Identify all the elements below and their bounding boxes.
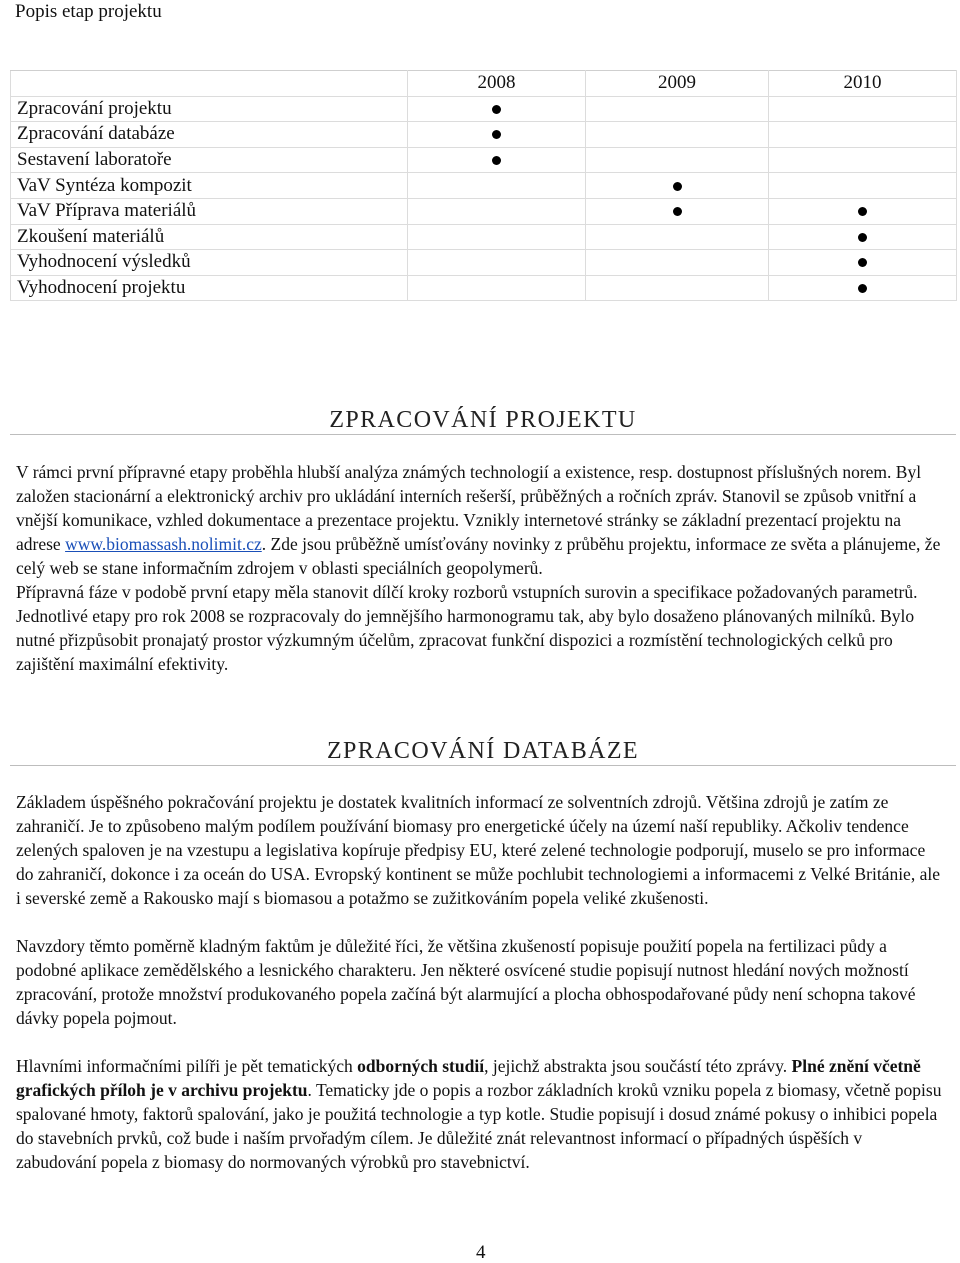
schedule-cell [408, 122, 586, 148]
paragraph-text: . Zde jsou průběžně umísťovány novinky z průběhu projektu, informace ze světa a plánujeme, že celý web se stane informačním zdrojem v oblasti speciálních geopolymerů. [16, 534, 941, 578]
paragraph-text: , jejichž abstrakta jsou součástí této zprávy. [484, 1056, 792, 1076]
schedule-cell [769, 224, 957, 250]
schedule-row [11, 224, 957, 250]
bold-text: Plné znění včetně grafických příloh je v archivu projektu [16, 1056, 921, 1100]
schedule-row-label: Vyhodnocení projektu [11, 275, 408, 301]
schedule-cell [586, 275, 769, 301]
schedule-row [11, 122, 957, 148]
bullet-dot-icon [673, 207, 682, 216]
year-header: 2008 [408, 71, 586, 97]
bullet-dot-icon [858, 207, 867, 216]
bullet-dot-icon [858, 233, 867, 242]
schedule-cell [769, 122, 957, 148]
bullet-dot-icon [492, 156, 501, 165]
schedule-header-row [11, 71, 957, 97]
schedule-cell [408, 275, 586, 301]
schedule-cell [769, 198, 957, 224]
website-link[interactable]: www.biomassash.nolimit.cz [65, 534, 262, 554]
year-header: 2010 [769, 71, 957, 97]
schedule-cell [769, 250, 957, 276]
schedule-row [11, 275, 957, 301]
schedule-cell [769, 173, 957, 199]
schedule-row-label: Zpracování databáze [11, 122, 408, 148]
section-body-projekt [16, 460, 944, 676]
schedule-cell [408, 173, 586, 199]
year-header: 2009 [586, 71, 769, 97]
schedule-cell [586, 147, 769, 173]
schedule-cell [769, 96, 957, 122]
bold-text: odborných studií [357, 1056, 485, 1076]
bullet-dot-icon [858, 284, 867, 293]
page-number: 4 [476, 1242, 486, 1263]
paragraph: Přípravná fáze v podobě první etapy měla stanovit dílčí kroky rozborů vstupních surovin a specifikace požadovaných parametrů. Jednotlivé etapy pro rok 2008 se rozpracovaly do jemnějšího harmonogramu tak, aby bylo dosaženo plánovaných milníků. Bylo nutné přizpůsobit pronajatý prostor výzkumným účelům, zpracovat funkční dispozici a rozmístění technologických celků pro zajištění maximální efektivity. [16, 582, 918, 674]
schedule-row [11, 198, 957, 224]
schedule-cell [586, 224, 769, 250]
schedule-cell [769, 275, 957, 301]
paragraph [16, 1054, 944, 1174]
schedule-row-label: VaV Syntéza kompozit [11, 173, 408, 199]
schedule-cell [408, 96, 586, 122]
section-heading-databaze: ZPRACOVÁNÍ DATABÁZE [10, 738, 956, 766]
schedule-row-label: VaV Příprava materiálů [11, 198, 408, 224]
page-title: Popis etap projektu [15, 1, 162, 22]
schedule-row [11, 250, 957, 276]
bullet-dot-icon [492, 130, 501, 139]
paragraph-text: . Tematicky jde o popis a rozbor základních kroků vzniku popela z biomasy, včetně popisu spalované hmoty, faktorů spalování, jako je použitá technologie a typ kotle. Studie popisují i dosud známé pokusy o inhibici popela do stavebních prvků, což bude i naším prvořadým cílem. Je důležité znát relevantnost informací o případných úspěších v zabudování popela z biomasy do normovaných výrobků pro stavebnictví. [16, 1080, 942, 1172]
schedule-row-label: Vyhodnocení výsledků [11, 250, 408, 276]
paragraph-text: V rámci první přípravné etapy proběhla hlubší analýza známých technologií a existence, resp. dostupnost příslušných norem. Byl založen stacionární a elektronický archiv pro ukládání interních rešerší, průběžných a ročních zpráv. Stanovil se způsob vnitřní a vnější komunikace, vzhled dokumentace a prezentace projektu. Vznikly internetové stránky se základní prezentací projektu na adrese [16, 462, 922, 554]
schedule-cell [408, 198, 586, 224]
schedule-cell [586, 198, 769, 224]
schedule-cell [586, 250, 769, 276]
paragraph: Základem úspěšného pokračování projektu je dostatek kvalitních informací ze solventních zdrojů. Většina zdrojů je zatím ze zahraničí. Je to způsobeno malým podílem používání biomasy pro energetické účely na území naší republiky. Ačkoliv tendence zelených spaloven je na vzestupu a legislativa kopíruje předpisy EU, které zelené technologie podporují, muselo se pro informace do zahraničí, dokonce i za oceán do USA. Evropský kontinent se může pochlubit technologiemi a informacemi z Velké Británie, ale i severské země a Rakousko mají s biomasou a potažmo se zužitkováním popela veliké zkušenosti. [16, 792, 940, 908]
bullet-dot-icon [492, 105, 501, 114]
schedule-cell [408, 250, 586, 276]
bullet-dot-icon [673, 182, 682, 191]
schedule-cell [586, 173, 769, 199]
schedule-cell [408, 147, 586, 173]
section-body-databaze [16, 790, 944, 1174]
paragraph [16, 460, 944, 580]
schedule-row [11, 147, 957, 173]
schedule-table [10, 70, 957, 301]
schedule-row-label: Zpracování projektu [11, 96, 408, 122]
schedule-cell [586, 122, 769, 148]
schedule-cell [769, 147, 957, 173]
schedule-row [11, 173, 957, 199]
section-heading-projekt: ZPRACOVÁNÍ PROJEKTU [10, 407, 956, 435]
schedule-row [11, 96, 957, 122]
schedule-cell [408, 224, 586, 250]
schedule-row-label: Zkoušení materiálů [11, 224, 408, 250]
schedule-cell [586, 96, 769, 122]
bullet-dot-icon [858, 258, 867, 267]
paragraph: Navzdory těmto poměrně kladným faktům je důležité říci, že většina zkušeností popisuje použití popela na fertilizaci půdy a podobné aplikace zemědělského a lesnického charakteru. Jen některé osvícené studie popisují nutnost hledání nových možností zpracování, protože množství produkovaného popela začíná být alarmující a plocha obhospodařované půdy není schopna takové dávky popela pojmout. [16, 936, 916, 1028]
schedule-header-blank [11, 71, 408, 97]
paragraph-text: Hlavními informačními pilíři je pět tematických [16, 1056, 358, 1076]
schedule-row-label: Sestavení laboratoře [11, 147, 408, 173]
